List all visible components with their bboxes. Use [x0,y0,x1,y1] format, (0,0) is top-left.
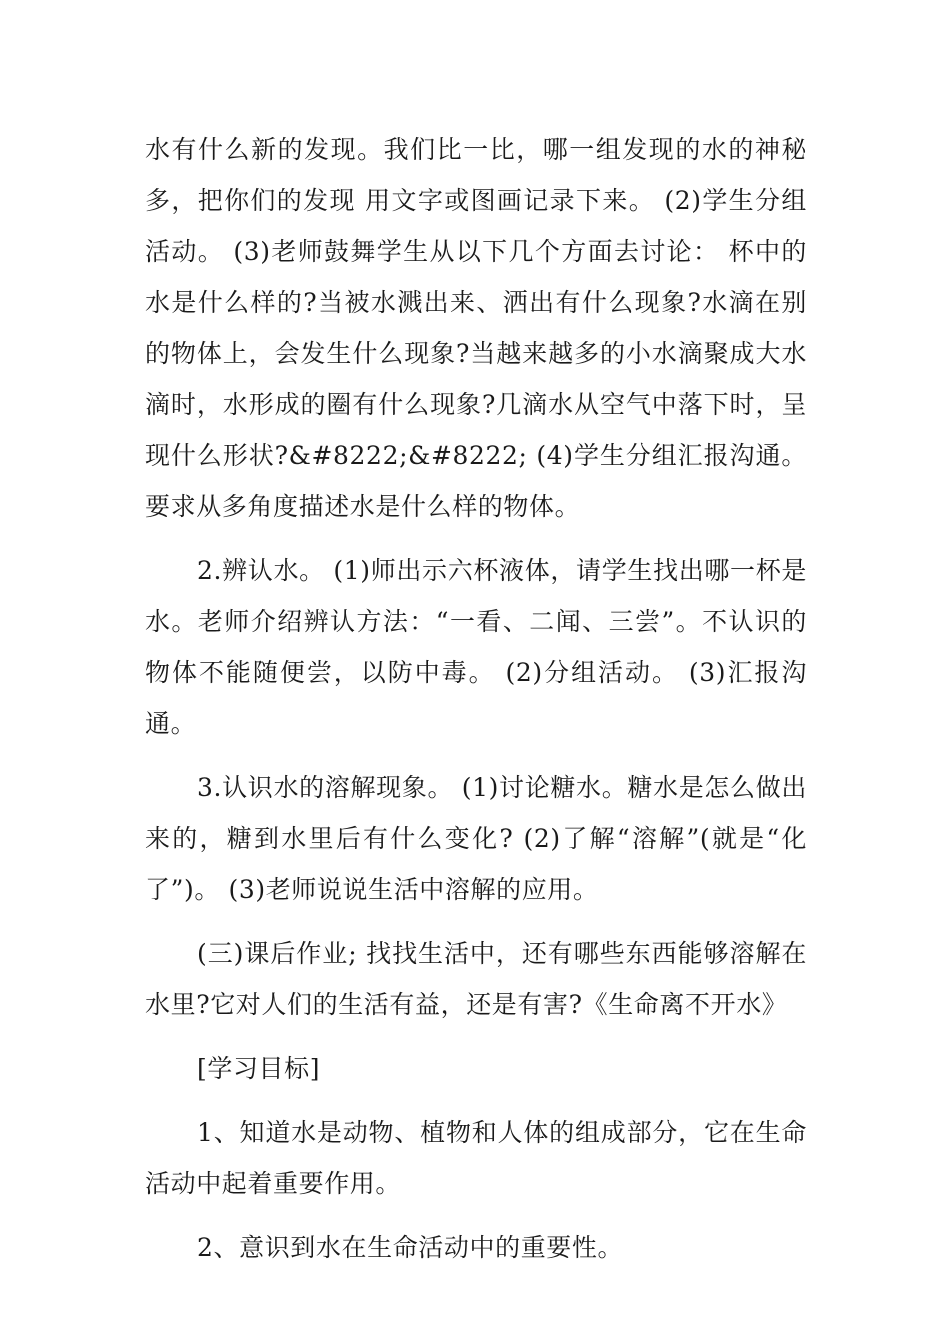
paragraph-3: 3.认识水的溶解现象。 (1)讨论糖水。糖水是怎么做出来的，糖到水里后有什么变化? (2)了解“溶解”(就是“化了”)。 (3)老师说说生活中溶解的应用。 [145,773,807,904]
paragraph-4: (三)课后作业; 找找生活中，还有哪些东西能够溶解在水里?它对人们的生活有益，还是有害?《生命离不开水》 [145,939,807,1019]
paragraph-1: 水有什么新的发现。我们比一比，哪一组发现的水的神秘多，把你们的发现 用文字或图画记录下来。 (2)学生分组活动。 (3)老师鼓舞学生从以下几个方面去讨论： 杯中的水是什么样的?当被水溅出来、洒出有什么现象?水滴在别的物体上，会发生什么现象?当越来越多的小水滴聚成大水滴时，水形成的圈有什么现象?几滴水从空气中落下时，呈现什么形状?&#8222;&#8222; (4)学生分组汇报沟通。要求从多角度描述水是什么样的物体。 [145,135,807,521]
paragraph-goal-2: 2、意识到水在生命活动中的重要性。 [197,1233,624,1262]
document-body [145,124,807,1286]
paragraph-2: 2.辨认水。 (1)师出示六杯液体，请学生找出哪一杯是水。老师介绍辨认方法：“一看、二闻、三尝”。不认识的物体不能随便尝，以防中毒。 (2)分组活动。 (3)汇报沟通。 [145,556,807,738]
paragraph-goal-1: 1、知道水是动物、植物和人体的组成部分，它在生命活动中起着重要作用。 [145,1118,807,1198]
section-heading-learning-goals: [学习目标] [197,1054,321,1083]
